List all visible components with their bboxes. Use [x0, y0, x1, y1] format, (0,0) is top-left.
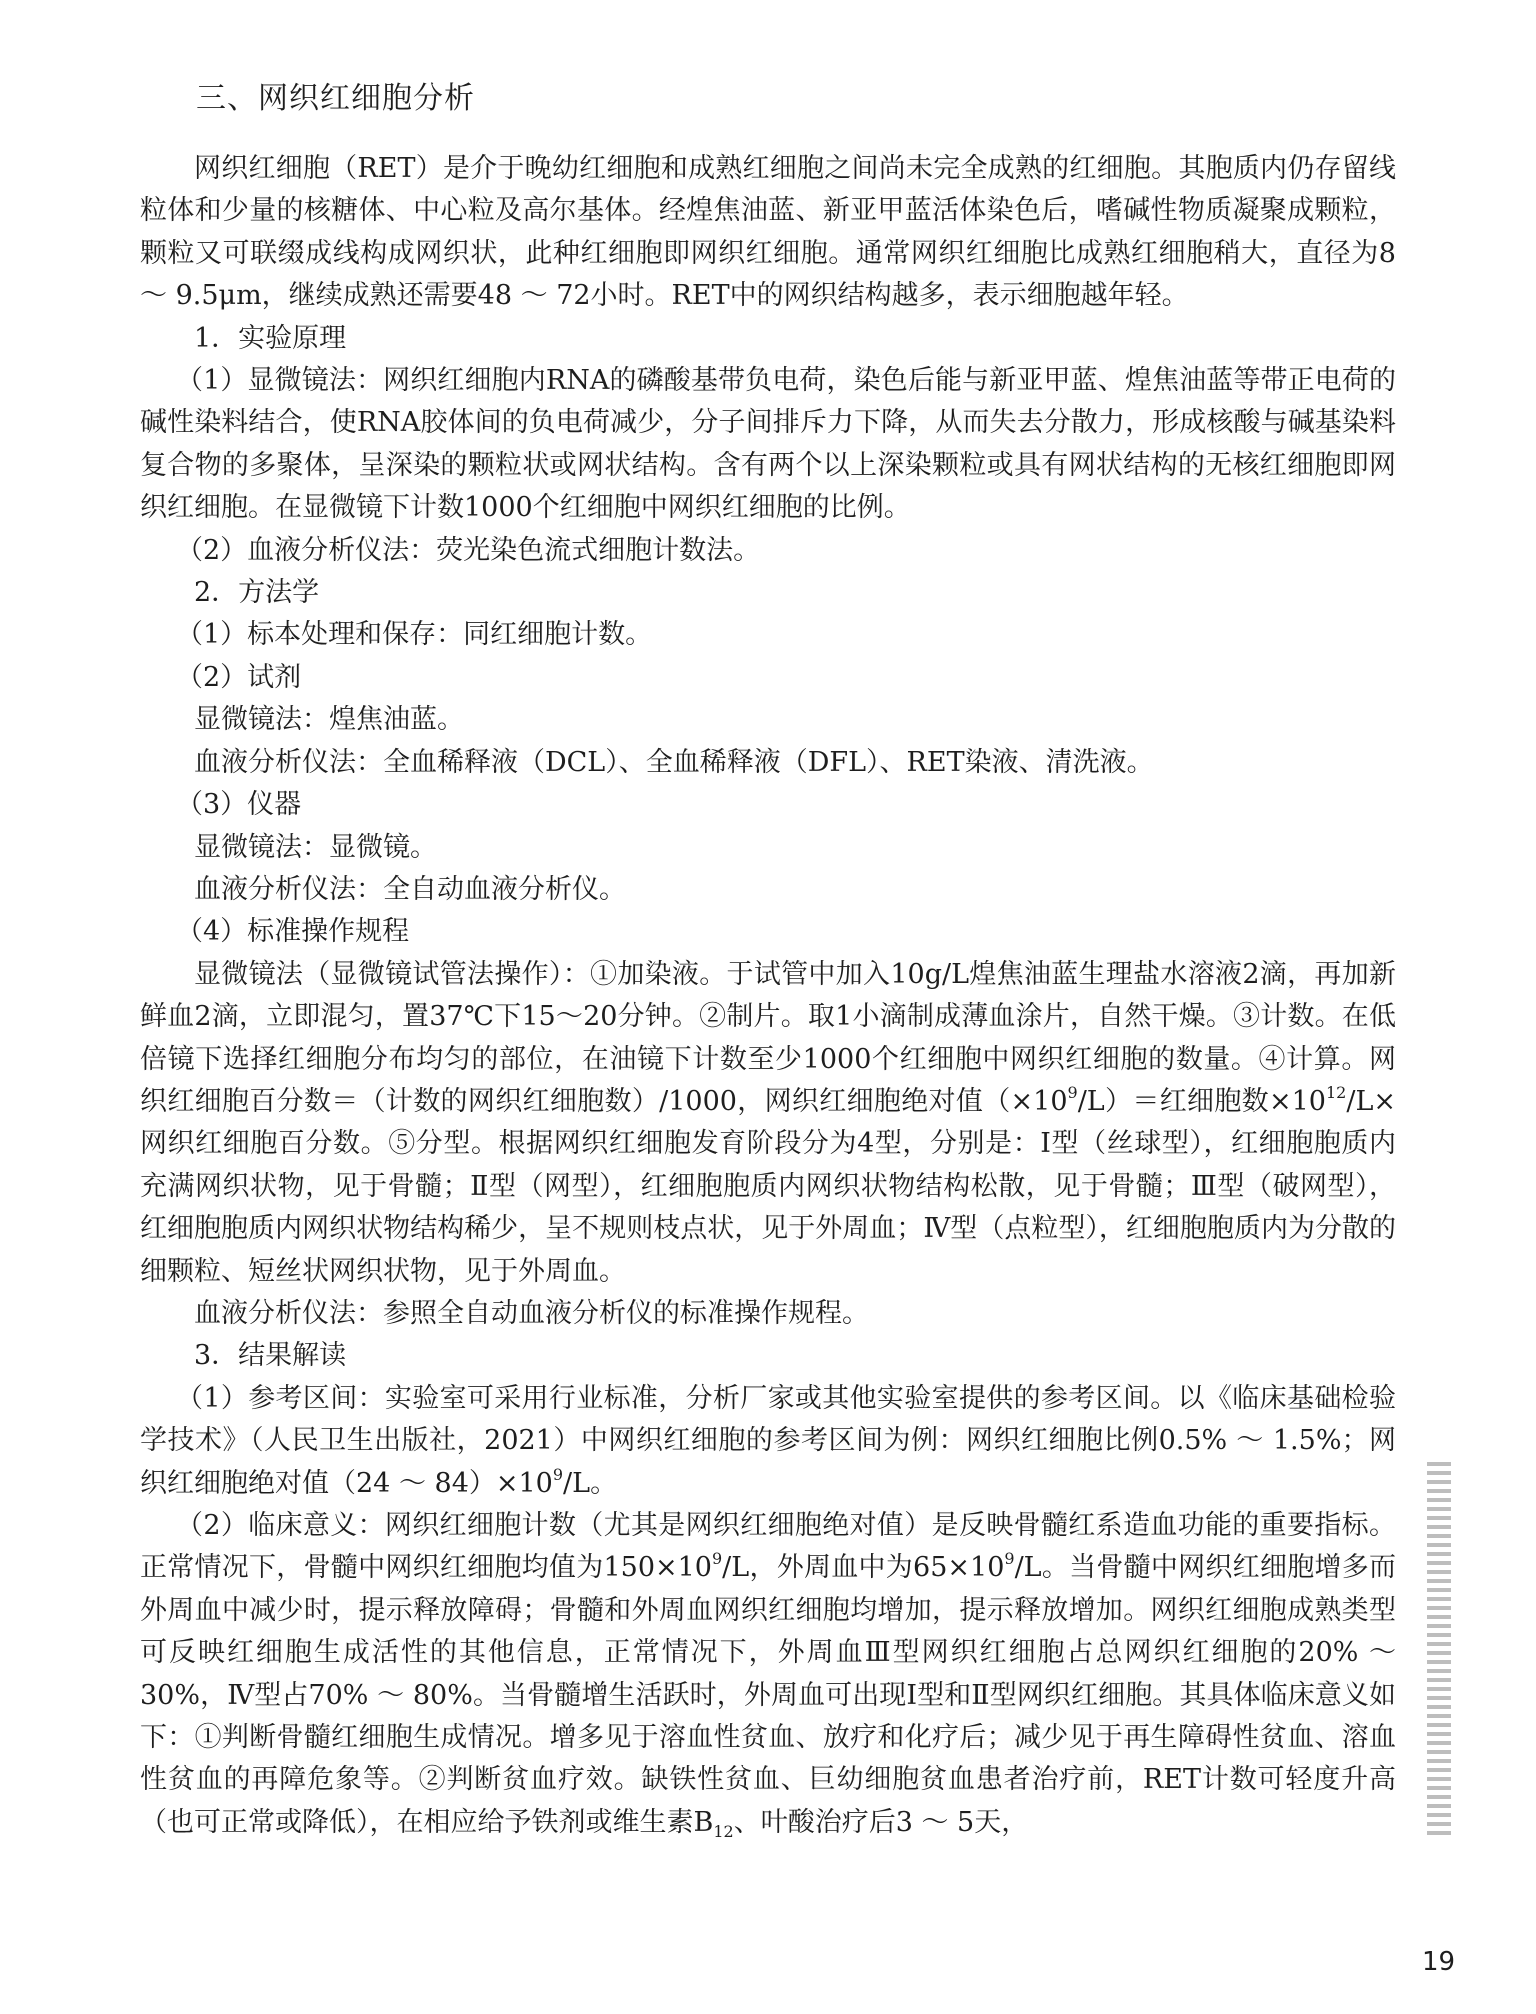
edge-mark — [1427, 1732, 1451, 1736]
edge-mark — [1427, 1570, 1451, 1574]
edge-mark — [1427, 1489, 1451, 1493]
edge-mark — [1427, 1552, 1451, 1556]
edge-mark — [1427, 1696, 1451, 1700]
section-heading: 三、网织红细胞分析 — [196, 81, 475, 116]
edge-mark — [1427, 1597, 1451, 1601]
sop-microscopy-paragraph: 显微镜法（显微镜试管法操作）：①加染液。于试管中加入10g/L煌焦油蓝生理盐水溶液2滴，再加新鲜血2滴，立即混匀，置37℃下15～20分钟。②制片。取1小滴制成薄血涂片，自然干燥。③计数。在低倍镜下选择红细胞分布均匀的部位，在油镜下计数至少1000个红细胞中网织红细胞的数量。④计算。网织红细胞百分数＝（计数的网织红细胞数）/1000，网织红细胞绝对值$(\times 10^9/L)=$红细胞数$\times 10^{12}/L\times$ 网织红细胞百分数。⑤分型。根据网织红细胞发育阶段分为4型，分别是：Ⅰ型（丝球型），红细胞胞质内充满网织状物，见于骨髓；Ⅱ型（网型），红细胞胞质内网织状物结构松散，见于骨髓；Ⅲ型（破网型），红细胞胞质内网织状物结构稀少，呈不规则枝点状，见于外周血；Ⅳ型（点粒型），红细胞胞质内为分散的细颗粒、短丝状网织状物，见于外周血。 — [140, 958, 1396, 1287]
edge-mark — [1427, 1822, 1451, 1826]
clinical-significance-paragraph: （2）临床意义：网织红细胞计数（尤其是网织红细胞绝对值）是反映骨髓红系造血功能的重要指标。正常情况下，骨髓中网织红细胞均值为$150\times 10^9/L$，外周血中为$65\times 10^9/L$。当骨髓中网织红细胞增多而外周血中减少时，提示释放障碍；骨髓和外周血网织红细胞均增加，提示释放增加。网织红细胞成熟类型可反映红细胞生成活性的其他信息，正常情况下，外周血Ⅲ型网织红细胞占总网织红细胞的20% ～ 30%，Ⅳ型占70% ～ 80%。当骨髓增生活跃时，外周血可出现Ⅰ型和Ⅱ型网织红细胞。其具体临床意义如下：①判断骨髓红细胞生成情况。增多见于溶血性贫血、放疗和化疗后；减少见于再生障碍性贫血、溶血性贫血的再障危象等。②判断贫血疗效。缺铁性贫血、巨幼细胞贫血患者治疗前，RET计数可轻度升高（也可正常或降低），在相应给予铁剂或维生素$B_{12}$、叶酸治疗后3 ～ 5天， — [140, 1510, 1396, 1841]
edge-mark — [1427, 1624, 1451, 1628]
edge-mark — [1427, 1606, 1451, 1610]
edge-mark — [1427, 1723, 1451, 1727]
page-edge-marks — [1427, 1462, 1451, 1840]
edge-mark — [1427, 1480, 1451, 1484]
edge-mark — [1427, 1516, 1451, 1520]
exponent: 9 — [1067, 1082, 1078, 1102]
edge-mark — [1427, 1471, 1451, 1475]
subsection-title-results: 3．结果解读 — [194, 1340, 347, 1372]
edge-mark — [1427, 1525, 1451, 1529]
edge-mark — [1427, 1462, 1451, 1466]
edge-mark — [1427, 1705, 1451, 1709]
edge-mark — [1427, 1750, 1451, 1754]
reference-range-paragraph: （1）参考区间：实验室可采用行业标准，分析厂家或其他实验室提供的参考区间。以《临床基础检验学技术》（人民卫生出版社，2021）中网织红细胞的参考区间为例：网织红细胞比例0.5% ～ 1.5%；网织红细胞绝对值（24 ～ $84)\times 10^9/L$。 — [140, 1382, 1396, 1499]
sop-analyzer-paragraph: 血液分析仪法：参照全自动血液分析仪的标准操作规程。 — [194, 1297, 869, 1329]
exponent: 12 — [1325, 1082, 1347, 1102]
edge-mark — [1427, 1543, 1451, 1547]
edge-mark — [1427, 1507, 1451, 1511]
edge-mark — [1427, 1759, 1451, 1763]
subsection-title-principle: 1．实验原理 — [194, 322, 347, 354]
exponent: 9 — [711, 1549, 723, 1569]
methods-item-sop: （4）标准操作规程 — [176, 916, 410, 948]
principle-microscopy-paragraph: （1）显微镜法：网织红细胞内RNA的磷酸基带负电荷，染色后能与新亚甲蓝、煌焦油蓝等带正电荷的碱性染料结合，使RNA胶体间的负电荷减少，分子间排斥力下降，从而失去分散力，形成核酸与碱基染料复合物的多聚体，呈深染的颗粒状或网状结构。含有两个以上深染颗粒或具有网状结构的无核红细胞即网织红细胞。在显微镜下计数1000个红细胞中网织红细胞的比例。 — [140, 365, 1396, 524]
instruments-microscopy: 显微镜法：显微镜。 — [194, 831, 437, 863]
intro-paragraph: 网织红细胞（RET）是介于晚幼红细胞和成熟红细胞之间尚未完全成熟的红细胞。其胞质内仍存留线粒体和少量的核糖体、中心粒及高尔基体。经煌焦油蓝、新亚甲蓝活体染色后，嗜碱性物质凝聚成颗粒，颗粒又可联缀成线构成网织状，此种红细胞即网织红细胞。通常网织红细胞比成熟红细胞稍大，直径为8 ～ 9.5μm，继续成熟还需要48 ～ 72小时。RET中的网织结构越多，表示细胞越年轻。 — [140, 153, 1396, 312]
edge-mark — [1427, 1588, 1451, 1592]
edge-mark — [1427, 1660, 1451, 1664]
edge-mark — [1427, 1741, 1451, 1745]
methods-item-specimen: （1）标本处理和保存：同红细胞计数。 — [176, 619, 653, 651]
edge-mark — [1427, 1651, 1451, 1655]
methods-item-reagents: （2）试剂 — [176, 661, 302, 693]
subsection-title-methods: 2．方法学 — [194, 577, 320, 609]
exponent: 9 — [552, 1464, 564, 1484]
edge-mark — [1427, 1561, 1451, 1565]
methods-item-instruments: （3）仪器 — [176, 789, 302, 821]
subscript: 12 — [713, 1821, 734, 1841]
edge-mark — [1427, 1498, 1451, 1502]
reagents-analyzer: 血液分析仪法：全血稀释液（DCL）、全血稀释液（DFL）、RET染液、清洗液。 — [194, 746, 1154, 778]
edge-mark — [1427, 1669, 1451, 1673]
edge-mark — [1427, 1777, 1451, 1781]
instruments-analyzer: 血液分析仪法：全自动血液分析仪。 — [194, 873, 626, 905]
edge-mark — [1427, 1687, 1451, 1691]
edge-mark — [1427, 1615, 1451, 1619]
edge-mark — [1427, 1768, 1451, 1772]
edge-mark — [1427, 1534, 1451, 1538]
edge-mark — [1427, 1642, 1451, 1646]
edge-mark — [1427, 1795, 1451, 1799]
edge-mark — [1427, 1831, 1451, 1835]
edge-mark — [1427, 1786, 1451, 1790]
principle-analyzer-paragraph: （2）血液分析仪法：荧光染色流式细胞计数法。 — [176, 534, 761, 566]
reagents-microscopy: 显微镜法：煌焦油蓝。 — [194, 704, 464, 736]
exponent: 9 — [1004, 1549, 1015, 1569]
edge-mark — [1427, 1678, 1451, 1682]
edge-mark — [1427, 1804, 1451, 1808]
edge-mark — [1427, 1579, 1451, 1583]
page-number: 19 — [1422, 1947, 1456, 1977]
edge-mark — [1427, 1714, 1451, 1718]
edge-mark — [1427, 1813, 1451, 1817]
page-body — [140, 78, 1396, 1844]
edge-mark — [1427, 1633, 1451, 1637]
